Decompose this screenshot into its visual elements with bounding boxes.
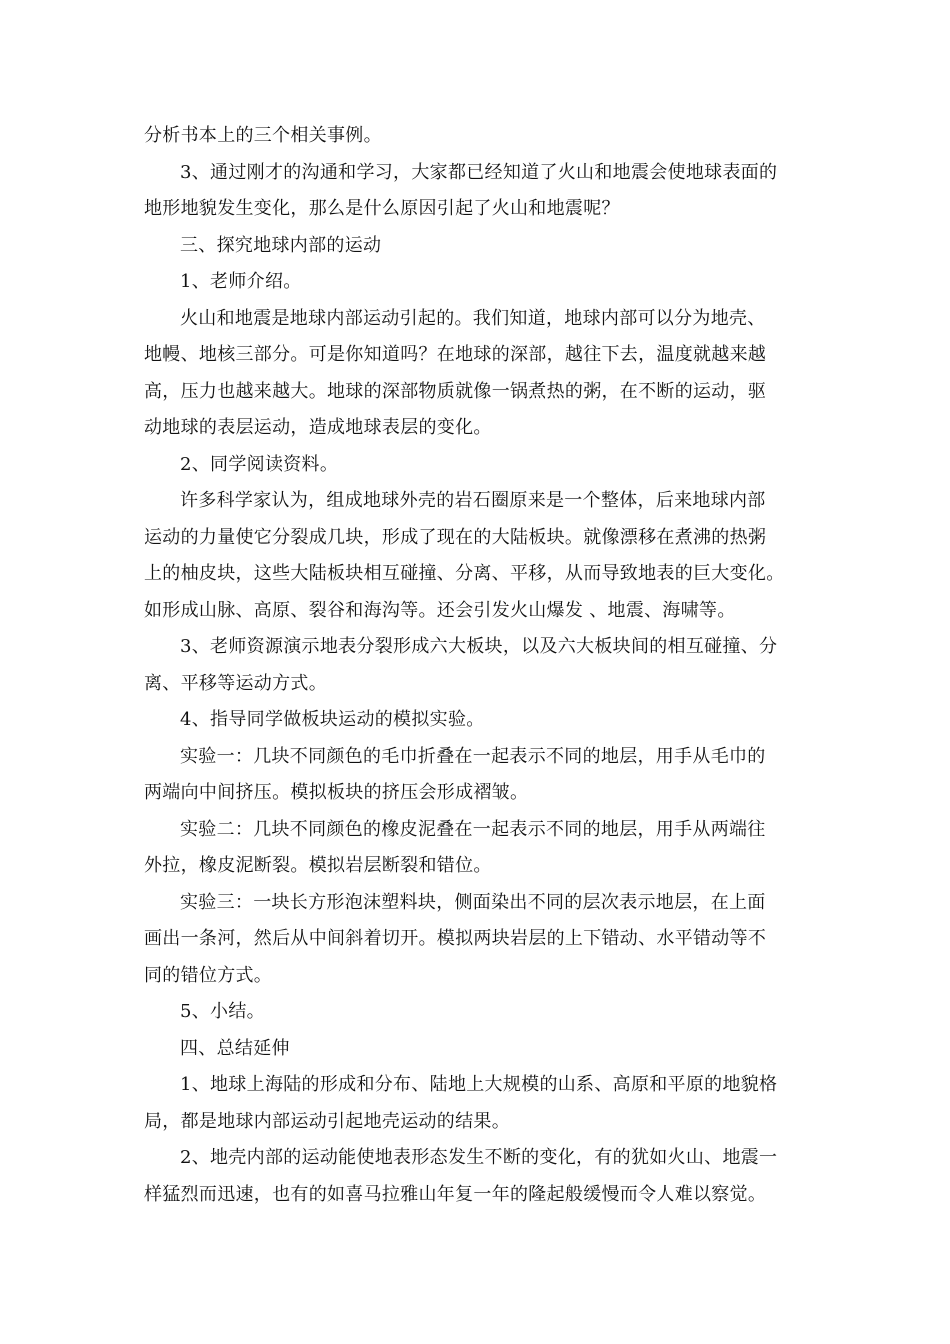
text-line: 分析书本上的三个相关事例。 [144, 125, 382, 146]
text-line: 运动的力量使它分裂成几块，形成了现在的大陆板块。就像漂移在煮沸的热粥 [144, 526, 767, 548]
document-body [144, 118, 814, 1213]
text-line: 画出一条河，然后从中间斜着切开。模拟两块岩层的上下错动、水平错动等不 [144, 928, 767, 949]
text-line: 离、平移等运动方式。 [144, 672, 327, 694]
text-line: 火山和地震是地球内部运动引起的。我们知道，地球内部可以分为地壳、 [180, 307, 766, 329]
text-line: 5、小结。 [180, 1001, 265, 1022]
text-line: 实验三：一块长方形泡沫塑料块，侧面染出不同的层次表示地层，在上面 [180, 891, 766, 913]
text-line: 高，压力也越来越大。地球的深部物质就像一锅煮热的粥，在不断的运动，驱 [144, 380, 767, 402]
text-line: 外拉，橡皮泥断裂。模拟岩层断裂和错位。 [144, 855, 492, 876]
text-line: 四、总结延伸 [180, 1037, 290, 1059]
text-line: 两端向中间挤压。模拟板块的挤压会形成褶皱。 [144, 782, 529, 803]
text-line: 地形地貌发生变化，那么是什么原因引起了火山和地震呢？ [144, 198, 620, 219]
text-line: 局，都是地球内部运动引起地壳运动的结果。 [144, 1110, 510, 1132]
text-line: 2、同学阅读资料。 [180, 453, 339, 475]
text-line: 同的错位方式。 [144, 964, 273, 986]
text-line: 2、地壳内部的运动能使地表形态发生不断的变化，有的犹如火山、地震一 [180, 1147, 778, 1168]
text-line: 动地球的表层运动，造成地球表层的变化。 [144, 417, 492, 438]
text-line: 实验一：几块不同颜色的毛巾折叠在一起表示不同的地层，用手从毛巾的 [180, 745, 766, 767]
text-line: 样猛烈而迅速，也有的如喜马拉雅山年复一年的隆起般缓慢而令人难以察觉。 [144, 1183, 767, 1205]
text-line: 如形成山脉、高原、裂谷和海沟等。还会引发火山爆发 、地震、海啸等。 [144, 599, 736, 621]
text-line: 地幔、地核三部分。可是你知道吗？在地球的深部，越往下去，温度就越来越 [144, 344, 767, 365]
text-line: 上的柚皮块，这些大陆板块相互碰撞、分离、平移，从而导致地表的巨大变化。 [144, 563, 785, 584]
text-line: 3、通过刚才的沟通和学习，大家都已经知道了火山和地震会使地球表面的 [180, 161, 778, 183]
text-line: 三、探究地球内部的运动 [180, 234, 382, 256]
text-line: 4、指导同学做板块运动的模拟实验。 [180, 709, 485, 730]
text-line: 1、地球上海陆的形成和分布、陆地上大规模的山系、高原和平原的地貌格 [180, 1074, 778, 1095]
text-line: 许多科学家认为，组成地球外壳的岩石圈原来是一个整体，后来地球内部 [180, 490, 766, 511]
text-line: 3、老师资源演示地表分裂形成六大板块，以及六大板块间的相互碰撞、分 [180, 636, 778, 657]
text-line: 1、老师介绍。 [180, 271, 302, 292]
text-line: 实验二：几块不同颜色的橡皮泥叠在一起表示不同的地层，用手从两端往 [180, 818, 766, 840]
